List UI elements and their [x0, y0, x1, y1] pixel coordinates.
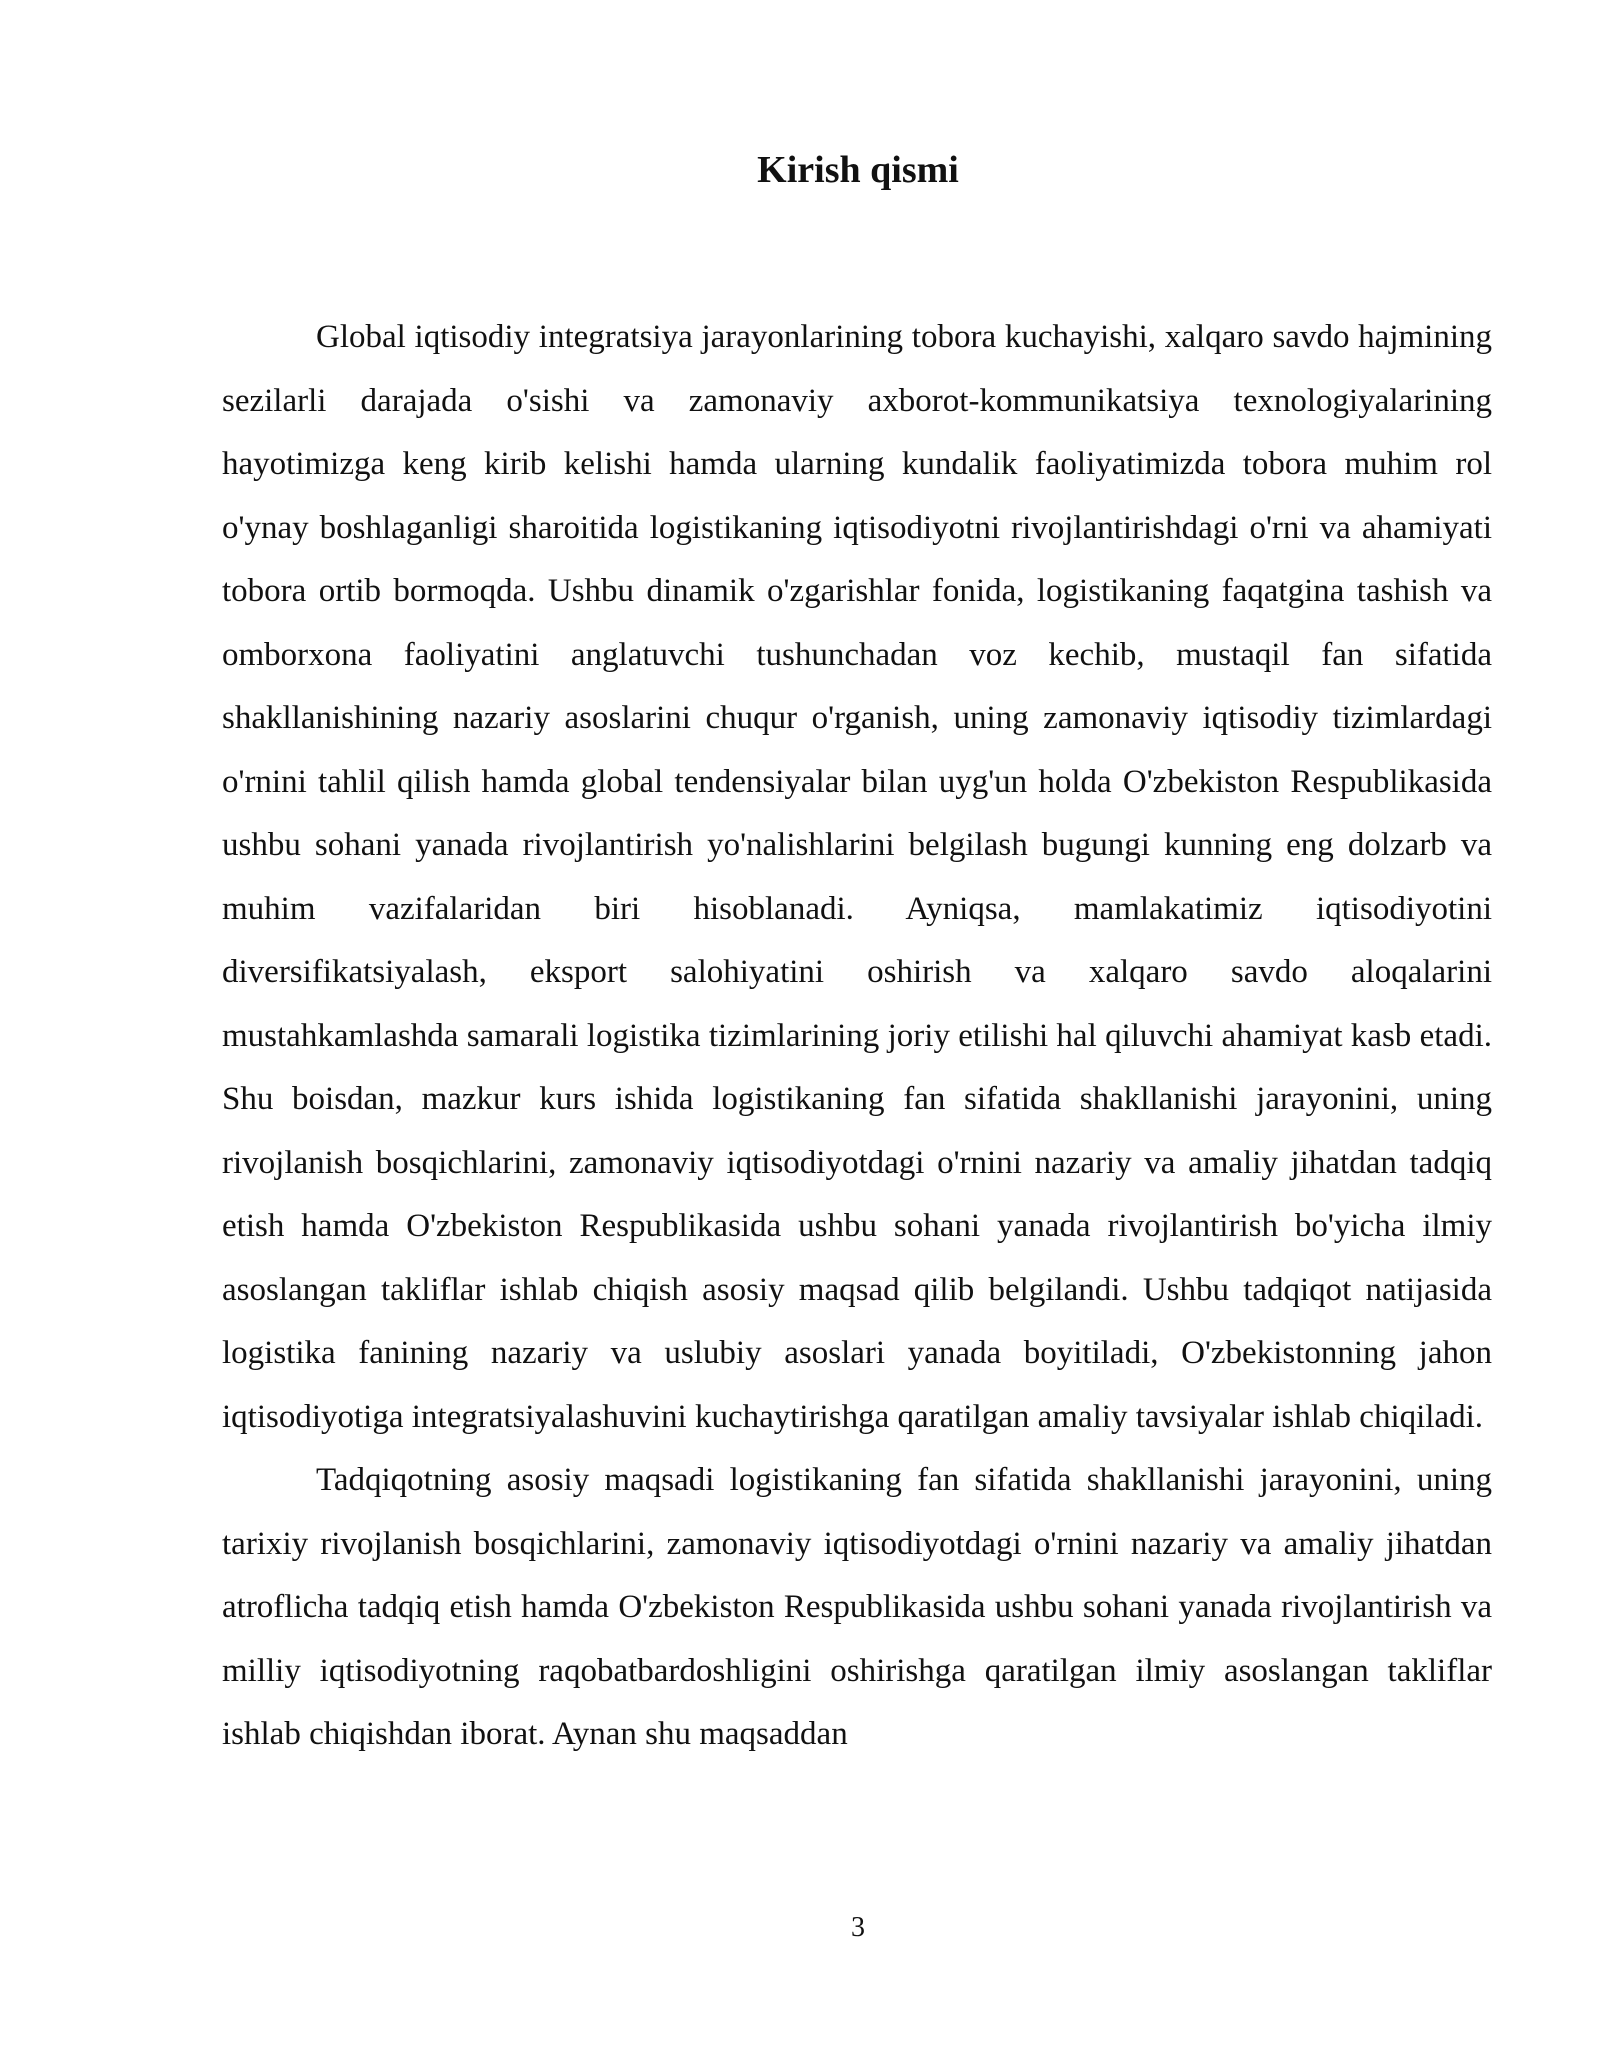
page-number: 3 — [851, 1912, 865, 1943]
paragraph-1: Global iqtisodiy integratsiya jarayonlarining tobora kuchayishi, xalqaro savdo hajmining sezilarli darajada o'sishi va zamonaviy axborot-kommunikatsiya texnologiyalarining hayotimizga keng kirib kelishi hamda ularning kundalik faoliyatimizda tobora muhim rol o'ynay boshlaganligi sharoitida logistikaning iqtisodiyotni rivojlantirishdagi o'rni va ahamiyati tobora ortib bormoqda. Ushbu dinamik o'zgarishlar fonida, logistikaning faqatgina tashish va omborxona faoliyatini anglatuvchi tushunchadan voz kechib, mustaqil fan sifatida shakllanishining nazariy asoslarini chuqur o'rganish, uning zamonaviy iqtisodiy tizimlardagi o'rnini tahlil qilish hamda global tendensiyalar bilan uyg'un holda O'zbekiston Respublikasida ushbu sohani yanada rivojlantirish yo'nalishlarini belgilash bugungi kunning eng dolzarb va muhim vazifalaridan biri hisoblanadi. Ayniqsa, mamlakatimiz iqtisodiyotini diversifikatsiyalash, eksport salohiyatini oshirish va xalqaro savdo aloqalarini mustahkamlashda samarali logistika tizimlarining joriy etilishi hal qiluvchi ahamiyat kasb etadi. Shu boisdan, mazkur kurs ishida logistikaning fan sifatida shakllanishi jarayonini, uning rivojlanish bosqichlarini, zamonaviy iqtisodiyotdagi o'rnini nazariy va amaliy jihatdan tadqiq etish hamda O'zbekiston Respublikasida ushbu sohani yanada rivojlantirish bo'yicha ilmiy asoslangan takliflar ishlab chiqish asosiy maqsad qilib belgilandi. Ushbu tadqiqot natijasida logistika fanining nazariy va uslubiy asoslari yanada boyitiladi, O'zbekistonning jahon iqtisodiyotiga integratsiyalashuvini kuchaytirishga qaratilgan amaliy tavsiyalar ishlab chiqiladi. — [222, 319, 1492, 1435]
page-title: Kirish qismi — [757, 149, 959, 191]
body-text — [222, 306, 1492, 1767]
paragraph-2: Tadqiqotning asosiy maqsadi logistikaning fan sifatida shakllanishi jarayonini, uning tarixiy rivojlanish bosqichlarini, zamonaviy iqtisodiyotdagi o'rnini nazariy va amaliy jihatdan atroflicha tadqiq etish hamda O'zbekiston Respublikasida ushbu sohani yanada rivojlantirish va milliy iqtisodiyotning raqobatbardoshligini oshirishga qaratilgan ilmiy asoslangan takliflar ishlab chiqishdan iborat. Aynan shu maqsaddan — [222, 1462, 1492, 1752]
